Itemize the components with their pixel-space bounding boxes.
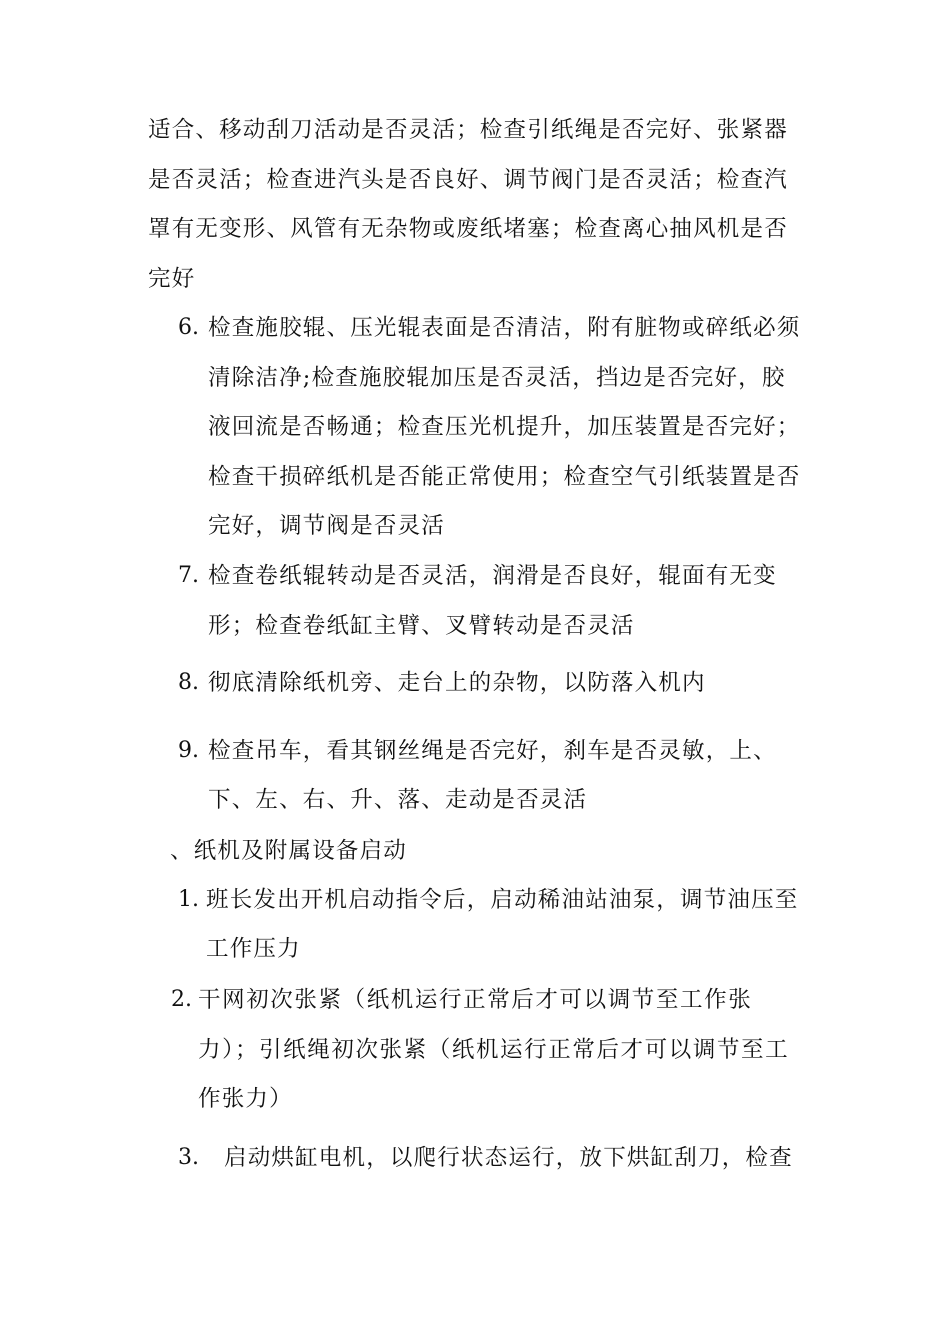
list-item-line: 完好，调节阀是否灵活 (208, 513, 446, 539)
list-item-line: 班长发出开机启动指令后，启动稀油站油泵，调节油压至 (206, 887, 799, 913)
list-item-line: 形；检查卷纸缸主臂、叉臂转动是否灵活 (208, 613, 635, 639)
list-item-number: 1. (178, 887, 199, 912)
list-item-number: 7. (178, 563, 199, 588)
intro-line: 是否灵活；检查进汽头是否良好、调节阀门是否灵活；检查汽 (148, 167, 788, 193)
list-item-line: 工作压力 (206, 936, 301, 962)
list-item-number: 2. (171, 987, 192, 1012)
list-item-line: 干网初次张紧（纸机运行正常后才可以调节至工作张 (198, 987, 753, 1013)
list-item-line: 检查卷纸辊转动是否灵活，润滑是否良好，辊面有无变 (208, 563, 777, 589)
list-item-line: 清除洁净;检查施胶辊加压是否灵活，挡边是否完好，胶 (208, 365, 786, 391)
list-item-line: 作张力） (198, 1086, 293, 1112)
intro-line: 罩有无变形、风管有无杂物或废纸堵塞；检查离心抽风机是否 (148, 216, 788, 242)
list-item-number: 3. (178, 1145, 199, 1170)
list-item-line: 检查施胶辊、压光辊表面是否清洁，附有脏物或碎纸必须 (208, 315, 801, 341)
list-item-number: 8. (178, 670, 199, 695)
section-heading: 、纸机及附属设备启动 (170, 838, 408, 864)
list-item-line: 液回流是否畅通；检查压光机提升，加压装置是否完好； (208, 414, 801, 440)
list-item-line: 彻底清除纸机旁、走台上的杂物，以防落入机内 (208, 670, 706, 696)
list-item-number: 6. (178, 315, 199, 340)
list-item-line: 力）；引纸绳初次张紧（纸机运行正常后才可以调节至工 (198, 1037, 790, 1063)
list-item-line: 下、左、右、升、落、走动是否灵活 (208, 787, 588, 813)
list-item-number: 9. (178, 738, 199, 763)
list-item-line: 启动烘缸电机，以爬行状态运行，放下烘缸刮刀，检查 (224, 1145, 793, 1171)
intro-line: 适合、移动刮刀活动是否灵活；检查引纸绳是否完好、张紧器 (148, 117, 788, 143)
list-item-line: 检查吊车，看其钢丝绳是否完好，刹车是否灵敏，上、 (208, 738, 777, 764)
intro-line: 完好 (148, 266, 196, 292)
list-item-line: 检查干损碎纸机是否能正常使用；检查空气引纸装置是否 (208, 464, 801, 490)
